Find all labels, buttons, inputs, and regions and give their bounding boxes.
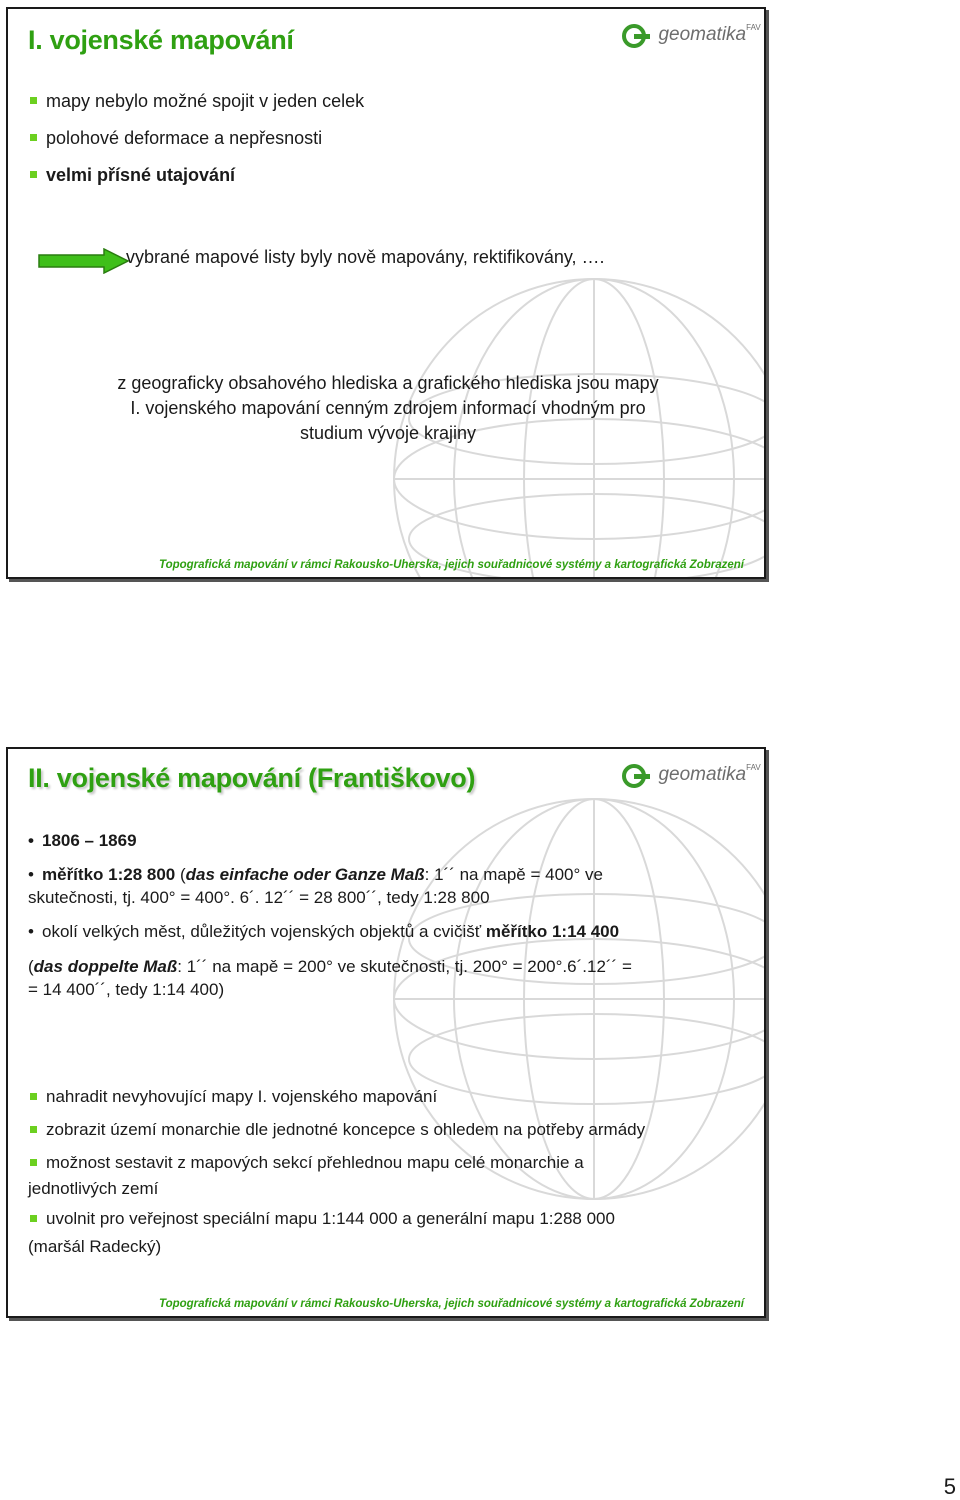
list-item-text: uvolnit pro veřejnost speciální mapu 1:144 000 a generální mapu 1:288 000 xyxy=(46,1209,615,1228)
page-number: 5 xyxy=(943,1474,956,1499)
bullet-dot: • xyxy=(28,865,34,884)
conclusion-line: studium vývoje krajiny xyxy=(299,423,477,443)
scale-open: ( xyxy=(175,865,186,884)
doppel-line2: = 14 400´´, tedy 1:14 400) xyxy=(28,980,225,999)
scale-bold: měřítko 1:28 800 xyxy=(42,865,176,884)
list-item-continuation: (maršál Radecký) xyxy=(28,1237,162,1256)
list-item: nahradit nevyhovující mapy I. vojenského mapování xyxy=(30,1086,730,1108)
doppel-rest: : 1´´ na mapě = 200° ve skutečnosti, tj. 200° = 200°.6´.12´´ = xyxy=(177,957,632,976)
slide-footer: Topografická mapování v rámci Rakousko-Uherska, jejich souřadnicové systémy a kartografická Zobrazení xyxy=(158,559,744,571)
doppel-open: ( xyxy=(28,957,34,976)
list-item-continuation: jednotlivých zemí xyxy=(28,1179,159,1198)
arrow-text: vybrané mapové listy byly nově mapovány, rektifikovány, …. xyxy=(126,247,605,267)
list-item: zobrazit území monarchie dle jednotné koncepce s ohledem na potřeby armády xyxy=(30,1119,730,1141)
doppel-text xyxy=(28,955,718,1001)
list-item: velmi přísné utajování xyxy=(30,164,364,186)
bullet-list xyxy=(30,90,364,201)
list-item-text: možnost sestavit z mapových sekcí přehlednou mapu celé monarchie a xyxy=(46,1153,584,1172)
logo-text: geomatika xyxy=(658,764,747,786)
list-item xyxy=(30,1208,730,1230)
env-text: okolí velkých měst, důležitých vojenských objektů a cvičišť xyxy=(42,922,486,941)
slide-title: II. vojenské mapování (Františkovo) xyxy=(28,763,476,793)
list-item: polohové deformace a nepřesnosti xyxy=(30,127,364,149)
env-item xyxy=(28,920,619,943)
logo-icon xyxy=(620,23,654,49)
scale-item xyxy=(28,863,718,909)
scale-rest: : 1´´ na mapě = 400° ve xyxy=(424,865,603,884)
years-text: 1806 – 1869 xyxy=(42,831,137,850)
list-item: mapy nebylo možné spojit v jeden celek xyxy=(30,90,364,112)
env-bold: měřítko 1:14 400 xyxy=(485,922,620,941)
arrow-right-icon xyxy=(38,248,130,274)
bullet-dot: • xyxy=(28,922,34,941)
slide-2 xyxy=(6,747,766,1318)
conclusion-line: z geograficky obsahového hlediska a grafického hlediska jsou mapy xyxy=(117,373,659,393)
logo-sup: FAV xyxy=(746,763,761,772)
scale-line2: skutečnosti, tj. 400° = 400°. 6´. 12´´ = 28 800´´, tedy 1:28 800 xyxy=(28,888,490,907)
conclusion-text xyxy=(28,371,748,446)
list-item xyxy=(30,1152,730,1174)
goals-list xyxy=(30,1086,730,1230)
years-item xyxy=(28,829,137,852)
bullet-dot: • xyxy=(28,831,34,850)
scale-german: das einfache oder Ganze Maß xyxy=(185,865,425,884)
slide-1 xyxy=(6,7,766,579)
logo-sup: FAV xyxy=(746,23,761,32)
logo-text: geomatika xyxy=(658,24,747,46)
geomatika-logo xyxy=(620,23,761,49)
slide-footer: Topografická mapování v rámci Rakousko-Uherska, jejich souřadnicové systémy a kartografická Zobrazení xyxy=(158,1298,744,1310)
logo-icon xyxy=(620,763,654,789)
conclusion-line: I. vojenského mapování cenným zdrojem informací vhodným pro xyxy=(130,398,646,418)
geomatika-logo xyxy=(620,763,761,789)
slide-title: I. vojenské mapování xyxy=(28,25,294,55)
doppel-german: das doppelte Maß xyxy=(33,957,178,976)
